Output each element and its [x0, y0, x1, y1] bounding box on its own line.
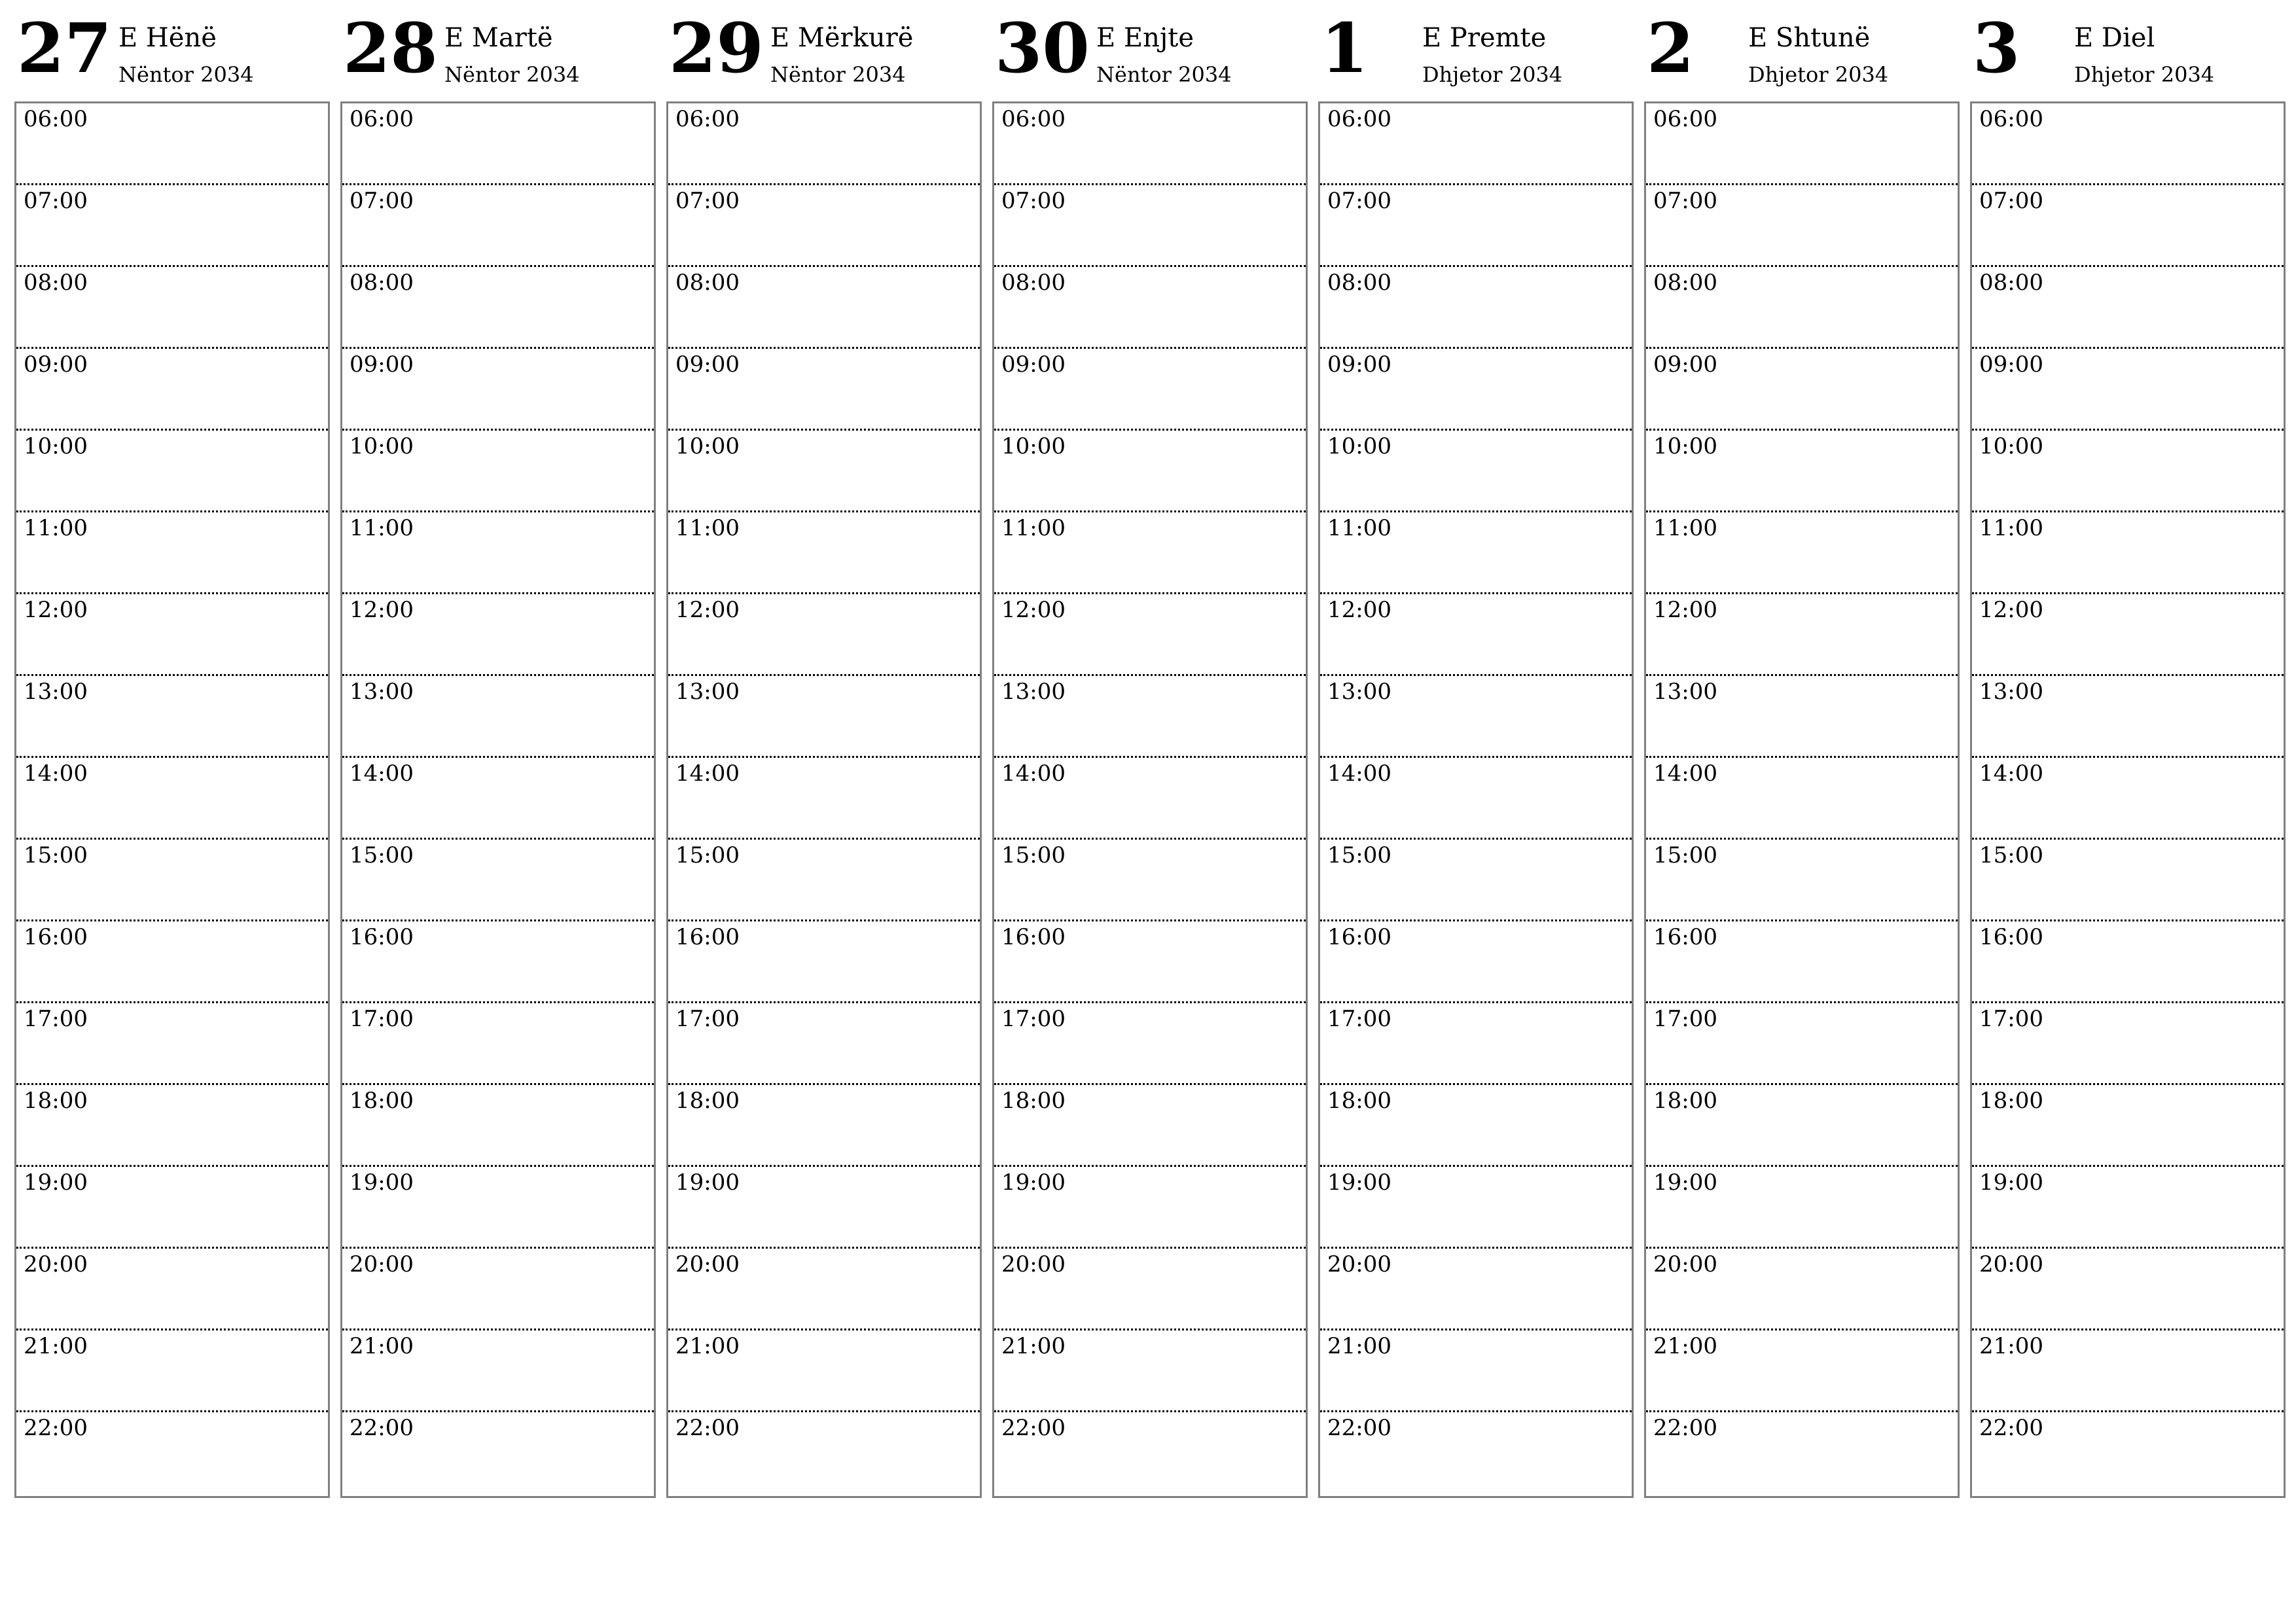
time-slot[interactable]: [1320, 349, 1632, 431]
day-name: E Enjte: [1096, 23, 1194, 53]
day-column: [14, 0, 329, 1441]
time-label: 06:00: [24, 106, 88, 132]
time-label: 06:00: [350, 106, 414, 132]
time-label: 06:00: [1001, 106, 1066, 132]
time-label: 22:00: [1001, 1415, 1066, 1441]
time-label: 08:00: [1327, 270, 1391, 296]
time-slot[interactable]: [1646, 1412, 1958, 1494]
time-label: 14:00: [1001, 760, 1066, 787]
day-number: 28: [343, 8, 438, 88]
day-schedule-box: [992, 101, 1308, 1498]
day-column: [1318, 0, 1632, 1441]
time-slot[interactable]: [1320, 758, 1632, 840]
time-slot[interactable]: [16, 1412, 328, 1494]
time-slot[interactable]: [994, 103, 1306, 185]
time-label: 12:00: [350, 597, 414, 623]
time-label: 20:00: [1327, 1251, 1391, 1277]
time-slot[interactable]: [1646, 1167, 1958, 1249]
time-label: 20:00: [1653, 1251, 1717, 1277]
time-slot[interactable]: [1320, 840, 1632, 921]
time-label: 21:00: [24, 1333, 88, 1359]
time-label: 16:00: [350, 924, 414, 950]
time-label: 09:00: [675, 351, 740, 378]
time-label: 08:00: [1001, 270, 1066, 296]
day-column: [1970, 0, 2284, 1441]
month-label: Nëntor 2034: [770, 62, 906, 87]
time-label: 18:00: [675, 1088, 740, 1114]
time-slot[interactable]: [994, 1167, 1306, 1249]
time-label: 14:00: [1327, 760, 1391, 787]
month-label: Dhjetor 2034: [2074, 62, 2215, 87]
time-label: 08:00: [350, 270, 414, 296]
time-label: 09:00: [1001, 351, 1066, 378]
time-label: 19:00: [350, 1169, 414, 1196]
day-header: [1644, 0, 1958, 101]
month-label: Nëntor 2034: [118, 62, 254, 87]
time-label: 07:00: [1001, 188, 1066, 214]
time-slot[interactable]: [342, 512, 654, 594]
time-slot[interactable]: [1972, 185, 2284, 267]
time-label: 17:00: [1327, 1006, 1391, 1032]
time-slot[interactable]: [342, 1249, 654, 1330]
time-slot[interactable]: [342, 921, 654, 1003]
time-label: 12:00: [1979, 597, 2043, 623]
day-number: 1: [1321, 8, 1369, 88]
day-number: 30: [995, 8, 1090, 88]
time-label: 19:00: [1001, 1169, 1066, 1196]
time-slot[interactable]: [994, 1412, 1306, 1494]
time-label: 15:00: [24, 842, 88, 868]
time-label: 13:00: [675, 679, 740, 705]
time-slot[interactable]: [1320, 1085, 1632, 1167]
time-label: 17:00: [675, 1006, 740, 1032]
time-slot[interactable]: [16, 1085, 328, 1167]
day-column: [992, 0, 1306, 1441]
time-slot[interactable]: [342, 103, 654, 185]
time-slot[interactable]: [16, 1249, 328, 1330]
time-label: 14:00: [675, 760, 740, 787]
time-label: 16:00: [1327, 924, 1391, 950]
time-slot[interactable]: [1320, 1412, 1632, 1494]
day-schedule-box: [1970, 101, 2286, 1498]
time-slot[interactable]: [16, 512, 328, 594]
time-label: 16:00: [24, 924, 88, 950]
time-slot[interactable]: [1646, 185, 1958, 267]
time-label: 12:00: [675, 597, 740, 623]
time-slot[interactable]: [342, 1330, 654, 1412]
time-slot[interactable]: [1646, 676, 1958, 758]
time-label: 07:00: [350, 188, 414, 214]
time-label: 07:00: [1327, 188, 1391, 214]
time-label: 21:00: [350, 1333, 414, 1359]
time-slot[interactable]: [668, 1249, 980, 1330]
time-slot[interactable]: [1320, 512, 1632, 594]
time-label: 08:00: [1979, 270, 2043, 296]
time-label: 12:00: [1001, 597, 1066, 623]
time-label: 06:00: [675, 106, 740, 132]
time-label: 13:00: [1979, 679, 2043, 705]
time-slot[interactable]: [668, 1167, 980, 1249]
time-label: 10:00: [675, 433, 740, 459]
time-slot[interactable]: [16, 1003, 328, 1085]
time-label: 15:00: [1327, 842, 1391, 868]
time-slot[interactable]: [1646, 512, 1958, 594]
day-header: [340, 0, 655, 101]
time-slot[interactable]: [16, 1167, 328, 1249]
time-label: 15:00: [350, 842, 414, 868]
time-slot[interactable]: [342, 1085, 654, 1167]
time-slot[interactable]: [1646, 1249, 1958, 1330]
time-label: 12:00: [24, 597, 88, 623]
time-label: 13:00: [1001, 679, 1066, 705]
time-slot[interactable]: [1646, 758, 1958, 840]
time-label: 21:00: [1001, 1333, 1066, 1359]
time-slot[interactable]: [1972, 349, 2284, 431]
time-label: 18:00: [24, 1088, 88, 1114]
day-number: 2: [1647, 8, 1695, 88]
time-slot[interactable]: [668, 349, 980, 431]
day-header: [1318, 0, 1632, 101]
time-label: 20:00: [24, 1251, 88, 1277]
time-label: 20:00: [1001, 1251, 1066, 1277]
time-slot[interactable]: [1972, 1330, 2284, 1412]
time-label: 22:00: [350, 1415, 414, 1441]
time-label: 19:00: [1327, 1169, 1391, 1196]
time-slot[interactable]: [16, 840, 328, 921]
time-label: 19:00: [1979, 1169, 2043, 1196]
time-slot[interactable]: [668, 840, 980, 921]
time-label: 09:00: [1653, 351, 1717, 378]
day-schedule-box: [1318, 101, 1634, 1498]
time-slot[interactable]: [1646, 349, 1958, 431]
time-slot[interactable]: [16, 349, 328, 431]
day-name: E Premte: [1422, 23, 1547, 53]
month-label: Dhjetor 2034: [1422, 62, 1563, 87]
time-label: 16:00: [1979, 924, 2043, 950]
time-slot[interactable]: [994, 676, 1306, 758]
time-slot[interactable]: [668, 1412, 980, 1494]
time-label: 13:00: [1327, 679, 1391, 705]
time-slot[interactable]: [1972, 921, 2284, 1003]
time-slot[interactable]: [668, 758, 980, 840]
time-slot[interactable]: [342, 431, 654, 512]
time-label: 21:00: [1653, 1333, 1717, 1359]
time-slot[interactable]: [1646, 431, 1958, 512]
time-label: 11:00: [350, 515, 414, 541]
time-slot[interactable]: [16, 758, 328, 840]
time-slot[interactable]: [994, 267, 1306, 349]
time-label: 18:00: [1327, 1088, 1391, 1114]
day-header: [14, 0, 329, 101]
time-slot[interactable]: [1320, 1167, 1632, 1249]
time-label: 15:00: [1001, 842, 1066, 868]
time-label: 13:00: [350, 679, 414, 705]
day-column: [340, 0, 655, 1441]
day-column: [1644, 0, 1958, 1441]
time-slot[interactable]: [1646, 594, 1958, 676]
time-slot[interactable]: [342, 185, 654, 267]
time-label: 14:00: [350, 760, 414, 787]
time-slot[interactable]: [668, 594, 980, 676]
time-slot[interactable]: [16, 676, 328, 758]
time-label: 11:00: [1979, 515, 2043, 541]
time-slot[interactable]: [16, 431, 328, 512]
time-label: 22:00: [24, 1415, 88, 1441]
time-label: 08:00: [24, 270, 88, 296]
time-slot[interactable]: [16, 185, 328, 267]
time-slot[interactable]: [994, 1085, 1306, 1167]
time-slot[interactable]: [668, 512, 980, 594]
time-slot[interactable]: [1320, 185, 1632, 267]
time-label: 17:00: [24, 1006, 88, 1032]
time-label: 12:00: [1653, 597, 1717, 623]
time-slot[interactable]: [342, 349, 654, 431]
time-slot[interactable]: [994, 1249, 1306, 1330]
time-slot[interactable]: [342, 840, 654, 921]
time-label: 10:00: [24, 433, 88, 459]
time-slot[interactable]: [1972, 1412, 2284, 1494]
time-slot[interactable]: [342, 1167, 654, 1249]
time-label: 10:00: [1979, 433, 2043, 459]
time-label: 22:00: [675, 1415, 740, 1441]
time-slot[interactable]: [668, 185, 980, 267]
time-slot[interactable]: [1320, 267, 1632, 349]
time-label: 17:00: [1001, 1006, 1066, 1032]
time-slot[interactable]: [668, 267, 980, 349]
time-label: 14:00: [24, 760, 88, 787]
day-header: [992, 0, 1306, 101]
day-name: E Hënë: [118, 23, 217, 53]
time-label: 19:00: [1653, 1169, 1717, 1196]
time-slot[interactable]: [994, 512, 1306, 594]
time-slot[interactable]: [1320, 103, 1632, 185]
time-label: 07:00: [1653, 188, 1717, 214]
time-slot[interactable]: [1972, 594, 2284, 676]
time-label: 16:00: [1001, 924, 1066, 950]
time-label: 07:00: [24, 188, 88, 214]
time-slot[interactable]: [668, 676, 980, 758]
time-label: 09:00: [1327, 351, 1391, 378]
time-label: 06:00: [1653, 106, 1717, 132]
time-slot[interactable]: [668, 103, 980, 185]
time-label: 11:00: [675, 515, 740, 541]
time-slot[interactable]: [994, 1003, 1306, 1085]
time-label: 14:00: [1979, 760, 2043, 787]
time-label: 10:00: [350, 433, 414, 459]
month-label: Nëntor 2034: [1096, 62, 1232, 87]
time-label: 21:00: [675, 1333, 740, 1359]
day-name: E Mërkurë: [770, 23, 914, 53]
time-label: 08:00: [1653, 270, 1717, 296]
time-slot[interactable]: [1320, 431, 1632, 512]
time-label: 18:00: [1653, 1088, 1717, 1114]
time-label: 09:00: [1979, 351, 2043, 378]
time-slot[interactable]: [1320, 1330, 1632, 1412]
time-label: 11:00: [1653, 515, 1717, 541]
time-label: 07:00: [675, 188, 740, 214]
time-slot[interactable]: [1646, 1085, 1958, 1167]
time-label: 11:00: [1327, 515, 1391, 541]
time-label: 18:00: [1001, 1088, 1066, 1114]
time-label: 22:00: [1653, 1415, 1717, 1441]
time-label: 13:00: [24, 679, 88, 705]
time-slot[interactable]: [994, 185, 1306, 267]
time-slot[interactable]: [668, 1085, 980, 1167]
time-label: 20:00: [350, 1251, 414, 1277]
time-label: 22:00: [1979, 1415, 2043, 1441]
time-label: 17:00: [350, 1006, 414, 1032]
time-slot[interactable]: [994, 758, 1306, 840]
time-slot[interactable]: [668, 1003, 980, 1085]
time-slot[interactable]: [1320, 1003, 1632, 1085]
time-label: 10:00: [1327, 433, 1391, 459]
time-label: 08:00: [675, 270, 740, 296]
time-slot[interactable]: [994, 594, 1306, 676]
day-schedule-box: [340, 101, 656, 1498]
time-label: 19:00: [675, 1169, 740, 1196]
time-slot[interactable]: [668, 1330, 980, 1412]
time-slot[interactable]: [1320, 594, 1632, 676]
time-label: 11:00: [1001, 515, 1066, 541]
time-label: 15:00: [675, 842, 740, 868]
time-slot[interactable]: [668, 921, 980, 1003]
time-slot[interactable]: [16, 103, 328, 185]
time-slot[interactable]: [994, 431, 1306, 512]
time-label: 15:00: [1979, 842, 2043, 868]
time-label: 19:00: [24, 1169, 88, 1196]
time-slot[interactable]: [1972, 431, 2284, 512]
time-slot[interactable]: [1972, 676, 2284, 758]
time-slot[interactable]: [1972, 267, 2284, 349]
day-number: 3: [1973, 8, 2020, 88]
day-schedule-box: [666, 101, 982, 1498]
time-label: 12:00: [1327, 597, 1391, 623]
time-label: 09:00: [24, 351, 88, 378]
time-slot[interactable]: [1972, 758, 2284, 840]
time-label: 20:00: [675, 1251, 740, 1277]
time-slot[interactable]: [668, 431, 980, 512]
time-slot[interactable]: [1646, 1003, 1958, 1085]
time-slot[interactable]: [1972, 1167, 2284, 1249]
day-name: E Diel: [2074, 23, 2155, 53]
time-label: 11:00: [24, 515, 88, 541]
time-slot[interactable]: [994, 1330, 1306, 1412]
time-label: 18:00: [350, 1088, 414, 1114]
time-label: 16:00: [675, 924, 740, 950]
time-slot[interactable]: [1320, 1249, 1632, 1330]
time-label: 16:00: [1653, 924, 1717, 950]
day-schedule-box: [1644, 101, 1960, 1498]
time-slot[interactable]: [342, 594, 654, 676]
time-label: 10:00: [1001, 433, 1066, 459]
day-number: 27: [17, 8, 112, 88]
time-label: 13:00: [1653, 679, 1717, 705]
day-header: [666, 0, 980, 101]
time-slot[interactable]: [1972, 1085, 2284, 1167]
time-label: 20:00: [1979, 1251, 2043, 1277]
time-label: 17:00: [1979, 1006, 2043, 1032]
time-label: 17:00: [1653, 1006, 1717, 1032]
month-label: Nëntor 2034: [444, 62, 580, 87]
time-slot[interactable]: [1972, 1249, 2284, 1330]
time-slot[interactable]: [342, 758, 654, 840]
day-header: [1970, 0, 2284, 101]
time-label: 10:00: [1653, 433, 1717, 459]
time-slot[interactable]: [16, 1330, 328, 1412]
time-label: 06:00: [1979, 106, 2043, 132]
day-name: E Shtunë: [1748, 23, 1871, 53]
time-slot[interactable]: [16, 594, 328, 676]
time-slot[interactable]: [994, 349, 1306, 431]
time-label: 06:00: [1327, 106, 1391, 132]
time-slot[interactable]: [1646, 267, 1958, 349]
time-slot[interactable]: [342, 1412, 654, 1494]
day-number: 29: [669, 8, 764, 88]
time-slot[interactable]: [342, 267, 654, 349]
time-label: 14:00: [1653, 760, 1717, 787]
time-slot[interactable]: [1972, 512, 2284, 594]
time-slot[interactable]: [1972, 103, 2284, 185]
month-label: Dhjetor 2034: [1748, 62, 1889, 87]
time-slot[interactable]: [1646, 921, 1958, 1003]
time-slot[interactable]: [1320, 676, 1632, 758]
time-label: 21:00: [1327, 1333, 1391, 1359]
time-slot[interactable]: [1646, 840, 1958, 921]
time-slot[interactable]: [16, 267, 328, 349]
time-label: 07:00: [1979, 188, 2043, 214]
time-label: 21:00: [1979, 1333, 2043, 1359]
time-slot[interactable]: [342, 1003, 654, 1085]
time-slot[interactable]: [16, 921, 328, 1003]
day-column: [666, 0, 980, 1441]
day-schedule-box: [14, 101, 330, 1498]
time-label: 09:00: [350, 351, 414, 378]
time-slot[interactable]: [994, 921, 1306, 1003]
time-slot[interactable]: [1320, 921, 1632, 1003]
time-label: 15:00: [1653, 842, 1717, 868]
time-slot[interactable]: [1646, 103, 1958, 185]
time-slot[interactable]: [1972, 1003, 2284, 1085]
time-slot[interactable]: [1646, 1330, 1958, 1412]
time-slot[interactable]: [1972, 840, 2284, 921]
time-label: 18:00: [1979, 1088, 2043, 1114]
day-name: E Martë: [444, 23, 553, 53]
time-slot[interactable]: [342, 676, 654, 758]
time-slot[interactable]: [994, 840, 1306, 921]
time-label: 22:00: [1327, 1415, 1391, 1441]
